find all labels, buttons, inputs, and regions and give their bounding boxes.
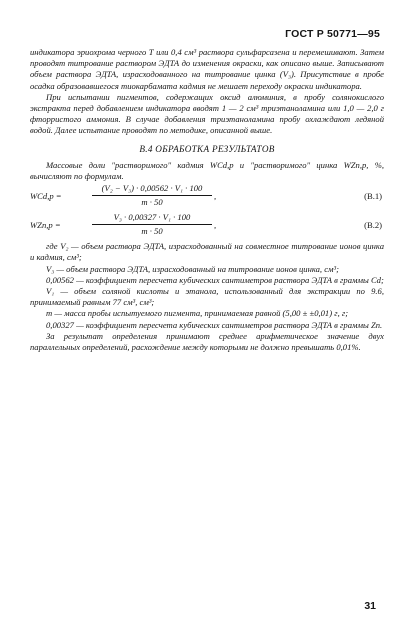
formula-b2-numerator: V₃ · 0,00327 · V₁ · 100 <box>92 212 212 225</box>
definition-mass: m — масса пробы испытуемого пигмента, принимаемая равной (5,00 ± ±0,01) г, г; <box>46 308 349 319</box>
section-lead: Массовые доли "растворимого" кадмия WCd,р и "растворимого" цинка WZn,р, %, вычисляют по формулам. <box>30 159 384 182</box>
formula-b2-lhs: WZn,р = <box>30 220 61 231</box>
intro-paragraph-1: индикатора эриохрома черного Т или 0,4 см³ раствора сульфарсазена и перемешивают. Затем проводят титрование раствором ЭДТА до изменения окраски, как описано выше. Записывают объем раствора ЭДТА, израсходованного на титрование цинка (V₃). Присутствие в пробе осадка образовавшегося тиокарбамата кадмия не мешает переходу окраски индикатора. <box>30 47 384 91</box>
formula-b1-denominator: m · 50 <box>141 197 163 208</box>
section-heading: В.4 ОБРАБОТКА РЕЗУЛЬТАТОВ <box>139 143 275 154</box>
formula-b2-denominator: m · 50 <box>141 226 163 237</box>
definition-v1: V₁ — объем соляной кислоты и этанола, использованный для экстракции по 9.6, принимаемый равным 77 см³, см³; <box>30 286 384 308</box>
formula-b2 <box>30 212 384 239</box>
definition-v3: V₃ — объем раствора ЭДТА, израсходованный на титрование ионов цинка, см³; <box>46 263 339 274</box>
definition-zn-coefficient: 0,00327 — коэффициент пересчета кубических сантиметров раствора ЭДТА в граммы Zn. <box>46 319 383 330</box>
definition-v2: где V₂ — объем раствора ЭДТА, израсходованный на совместное титрование ионов цинка и кадмия, см³; <box>30 241 384 263</box>
formula-b1-number: (В.1) <box>364 191 382 202</box>
formula-b1-numerator: (V₂ − V₃) · 0,00562 · V₁ · 100 <box>92 183 212 196</box>
definition-cd-coefficient: 0,00562 — коэффициент пересчета кубических сантиметров раствора ЭДТА в граммы Cd; <box>46 274 384 285</box>
intro-paragraph-2: При испытании пигментов, содержащих оксид алюминия, в пробу солянокислого экстракта перед добавлением индикатора вводят 1 — 2 см³ триэтаноламина или 1,0 — 2,0 г фторристого аммония. В случае добавления триэтаноламина пробу охлаждают ледяной водой. Далее испытание проводят по методике, описанной выше. <box>30 91 384 136</box>
formula-b2-fraction <box>92 212 212 237</box>
formula-b1-lhs: WCd,р = <box>30 191 62 202</box>
document-header: ГОСТ Р 50771—95 <box>285 28 380 40</box>
formula-b2-tail: , <box>214 220 217 231</box>
formula-b1-fraction <box>92 183 212 208</box>
conclusion-paragraph: За результат определения принимают среднее арифметическое значение двух параллельных определений, расхождение между которыми не должно превышать 0,01%. <box>30 330 384 353</box>
page-content <box>30 47 384 353</box>
page-number: 31 <box>364 600 376 612</box>
formula-b1 <box>30 183 384 210</box>
formula-b2-number: (В.2) <box>364 220 382 231</box>
formula-b1-tail: , <box>214 191 217 202</box>
